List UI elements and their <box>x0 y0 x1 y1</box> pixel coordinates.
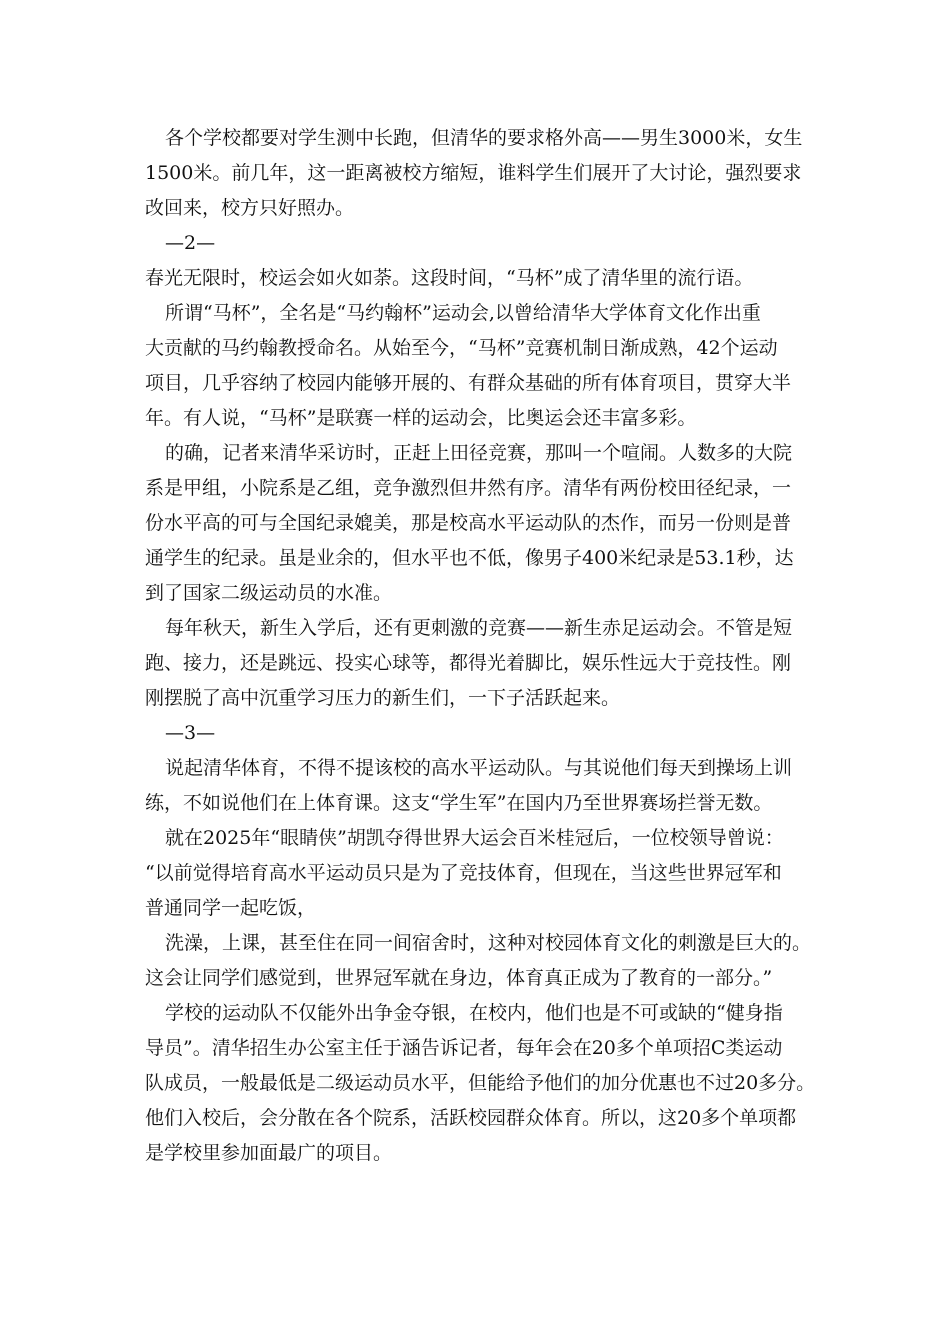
text-line: 1500米。前几年，这一距离被校方缩短，谁料学生们展开了大讨论，强烈要求 <box>145 162 802 184</box>
section-marker: —3— <box>165 722 216 744</box>
text-line: 他们入校后，会分散在各个院系，活跃校园群众体育。所以，这20多个单项都 <box>145 1107 797 1129</box>
text-line: 每年秋天，新生入学后，还有更刺激的竞赛——新生赤足运动会。不管是短 <box>165 617 793 639</box>
text-line: “以前觉得培育高水平运动员只是为了竞技体育，但现在，当这些世界冠军和 <box>145 862 782 884</box>
text-line: 各个学校都要对学生测中长跑，但清华的要求格外高——男生3000米，女生 <box>165 127 803 149</box>
document-page <box>145 121 816 1171</box>
text-line: 份水平高的可与全国纪录媲美，那是校高水平运动队的杰作，而另一份则是普 <box>145 512 792 534</box>
text-line: 跑、接力，还是跳远、投实心球等，都得光着脚比，娱乐性远大于竞技性。刚 <box>145 652 792 674</box>
text-line: 到了国家二级运动员的水准。 <box>145 582 393 604</box>
text-line: 普通同学一起吃饭， <box>145 897 317 919</box>
text-line: 大贡献的马约翰教授命名。从始至今，“马杯”竞赛机制日渐成熟，42个运动 <box>145 337 778 359</box>
text-line: 年。有人说，“马杯”是联赛一样的运动会，比奥运会还丰富多彩。 <box>145 407 697 429</box>
text-line: 改回来，校方只好照办。 <box>145 197 355 219</box>
text-line: 通学生的纪录。虽是业余的，但水平也不低，像男子400米纪录是53.1秒，达 <box>145 547 794 569</box>
section-marker: —2— <box>165 232 216 254</box>
text-line: 刚摆脱了高中沉重学习压力的新生们，一下子活跃起来。 <box>145 687 621 709</box>
text-line: 洗澡，上课，甚至住在同一间宿舍时，这种对校园体育文化的刺激是巨大的。 <box>165 932 812 954</box>
text-line: 系是甲组，小院系是乙组，竞争激烈但井然有序。清华有两份校田径纪录，一 <box>145 477 792 499</box>
text-line: 队成员，一般最低是二级运动员水平，但能给予他们的加分优惠也不过20多分。 <box>145 1072 816 1094</box>
text-line: 练，不如说他们在上体育课。这支“学生军”在国内乃至世界赛场拦誉无数。 <box>145 792 773 814</box>
text-line: 学校的运动队不仅能外出争金夺银，在校内，他们也是不可或缺的“健身指 <box>165 1002 783 1024</box>
text-line: 春光无限时，校运会如火如荼。这段时间，“马杯”成了清华里的流行语。 <box>145 267 754 289</box>
text-line: 是学校里参加面最广的项目。 <box>145 1142 393 1164</box>
text-line: 项目，几乎容纳了校园内能够开展的、有群众基础的所有体育项目，贯穿大半 <box>145 372 792 394</box>
text-line: 导员”。清华招生办公室主任于涵告诉记者，每年会在20多个单项招C类运动 <box>145 1037 783 1059</box>
text-line: 就在2025年“眼睛侠”胡凯夺得世界大运会百米桂冠后，一位校领导曾说： <box>165 827 784 849</box>
text-line: 这会让同学们感觉到，世界冠军就在身边，体育真正成为了教育的一部分。” <box>145 967 773 989</box>
text-line: 的确，记者来清华采访时，正赶上田径竞赛，那叫一个喧闹。人数多的大院 <box>165 442 793 464</box>
text-line: 所谓“马杯”，全名是“马约翰杯”运动会,以曾给清华大学体育文化作出重 <box>165 302 761 324</box>
text-line: 说起清华体育，不得不提该校的高水平运动队。与其说他们每天到操场上训 <box>165 757 793 779</box>
